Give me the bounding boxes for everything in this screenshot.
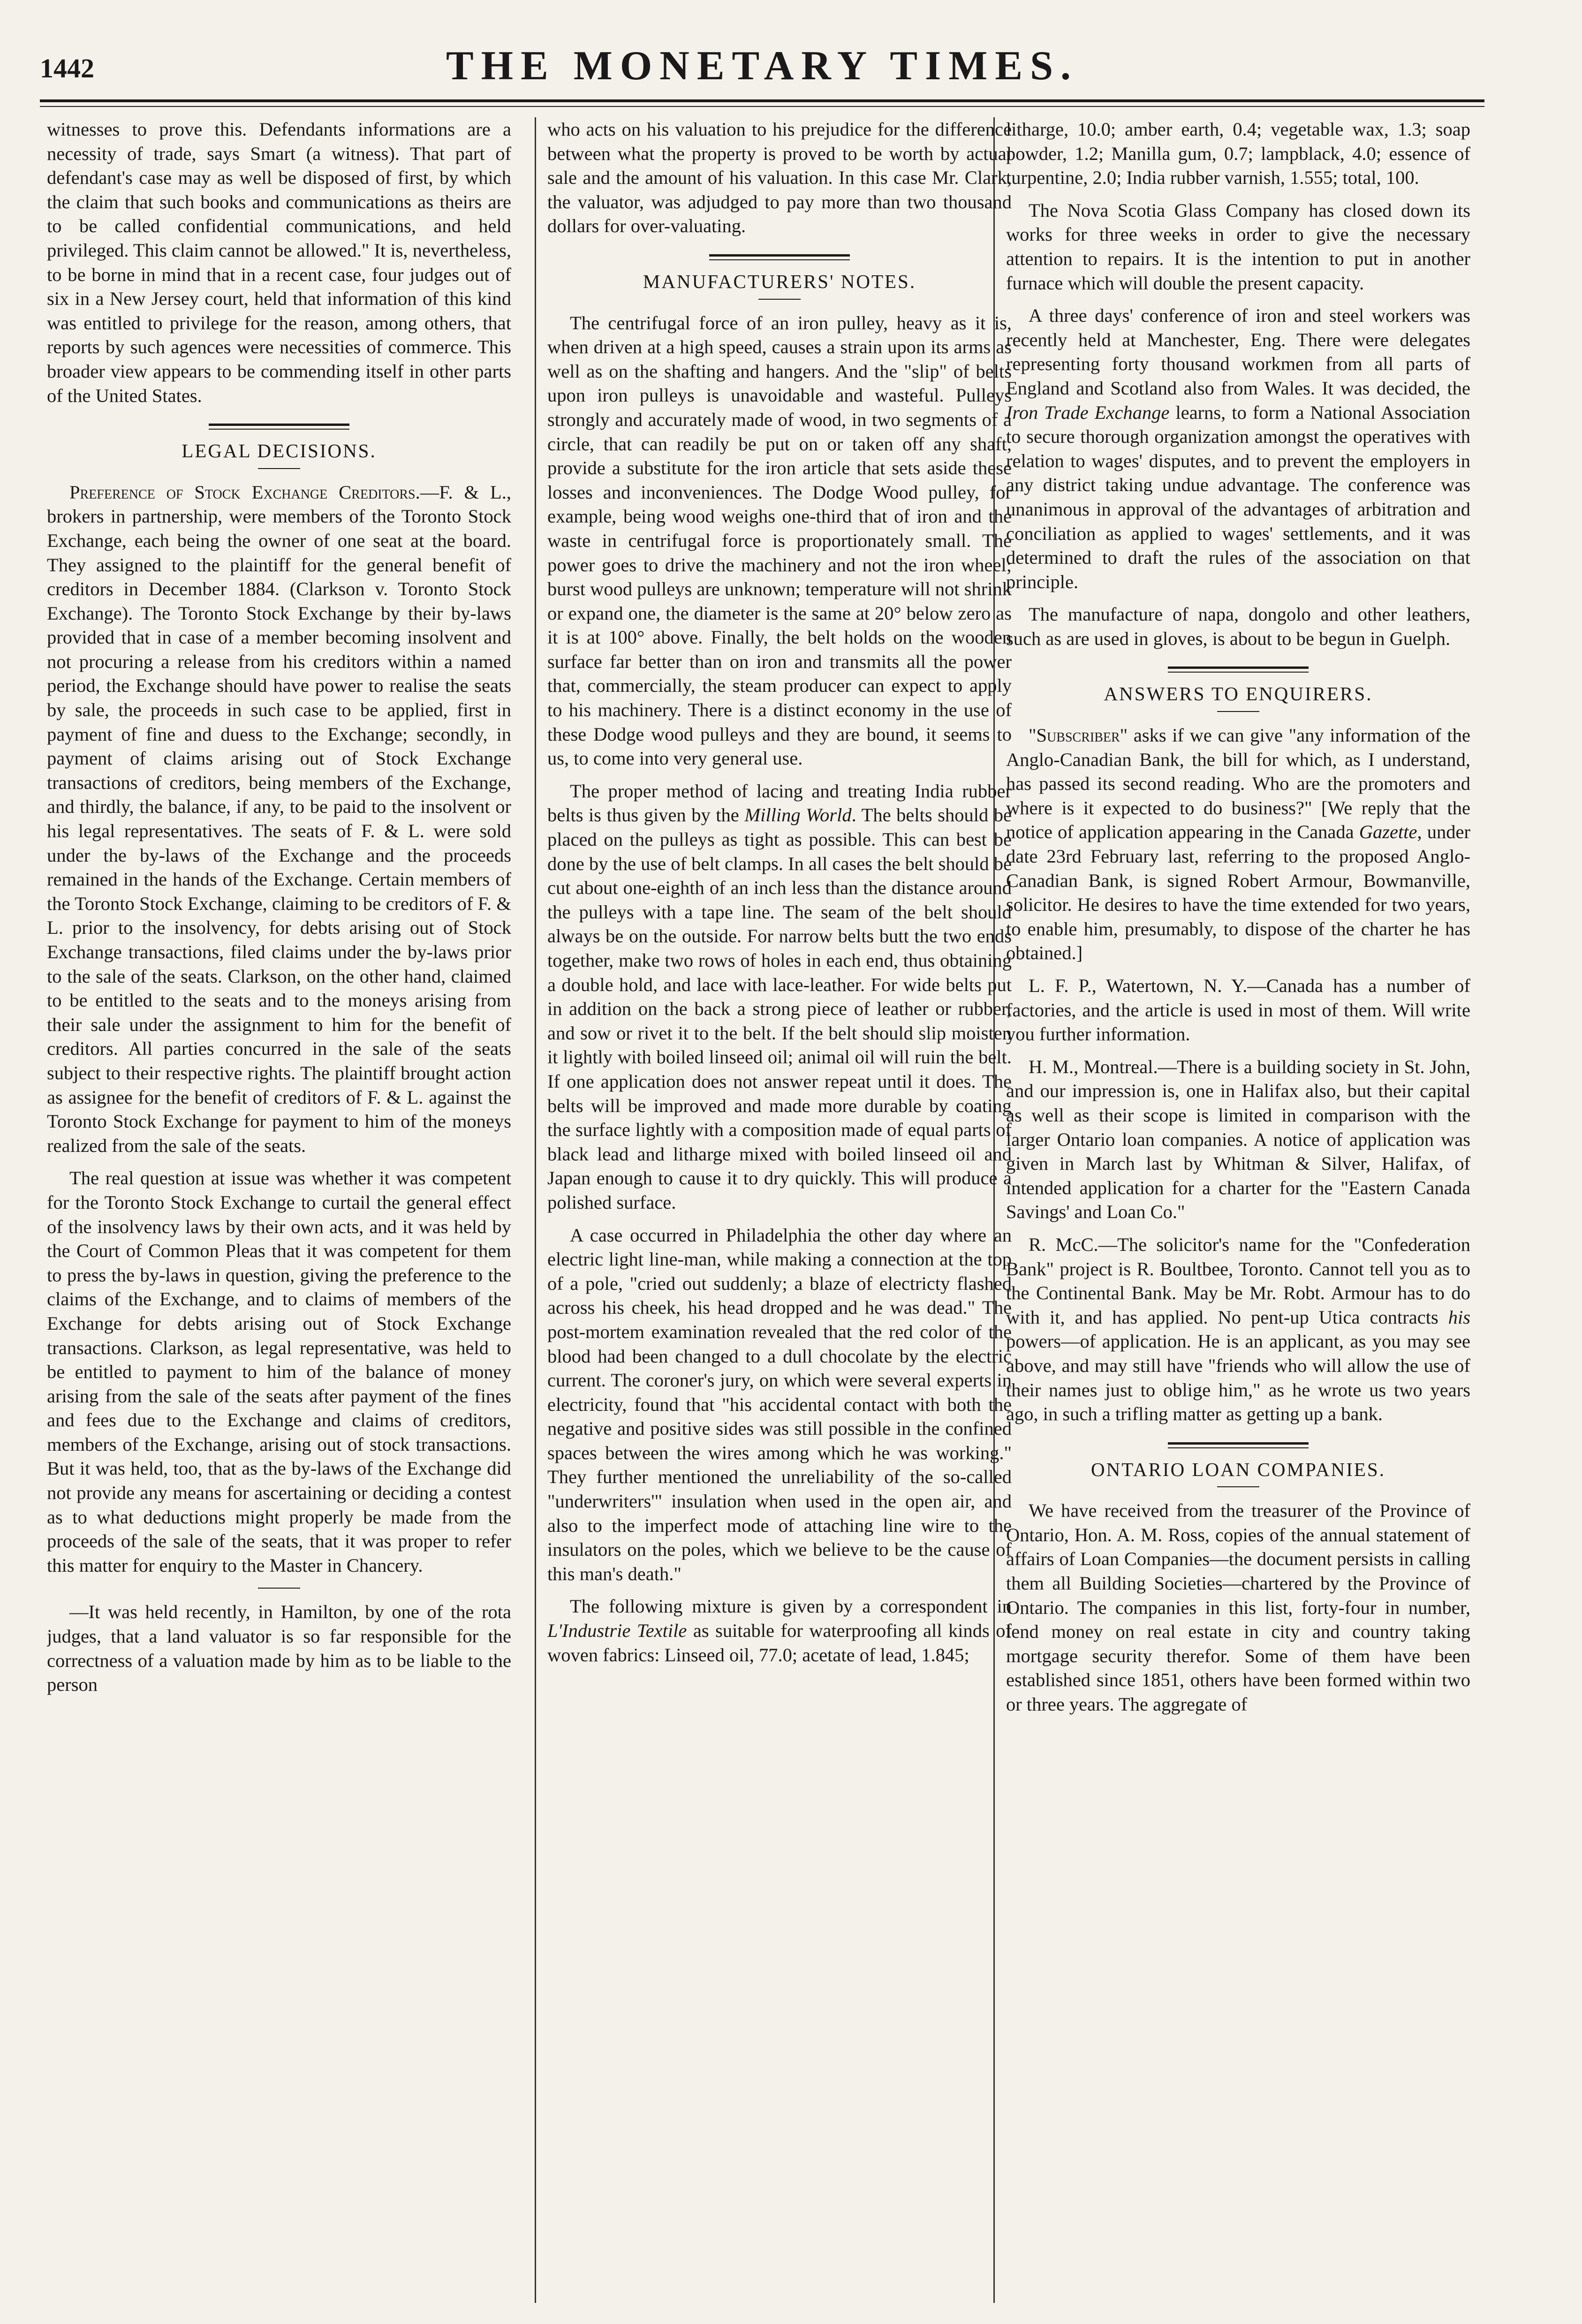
journal-name: Milling World xyxy=(744,804,852,826)
section-heading-answers-to-enquirers: ANSWERS TO ENQUIRERS. xyxy=(1104,683,1373,705)
journal-name: Iron Trade Exchange xyxy=(1006,401,1170,423)
column-divider xyxy=(535,117,536,2303)
section-heading-manufacturers-notes: MANUFACTURERS' NOTES. xyxy=(643,270,916,292)
paragraph-text: A three days' conference of iron and steel workers was recently held at Manchester, Eng. There were delegates representing forty thousand workmen from all parts of England and Scotland also from Wales. It was decided, the xyxy=(1006,305,1470,399)
section-heading-legal-decisions: LEGAL DECISIONS. xyxy=(182,440,377,462)
masthead-rule xyxy=(40,99,1484,107)
paragraph xyxy=(547,779,1012,1215)
paragraph-text: asks if we can give "any information of the Anglo-Canadian Bank, the bill for which, as I understand, has passed its second reading. Who are the promoters and where is it expected to do business?" [We reply that the notice of application appearing in the Canada xyxy=(1006,725,1470,843)
heading-underline xyxy=(758,299,801,300)
journal-name: L'Industrie Textile xyxy=(547,1620,687,1642)
column-2 xyxy=(547,117,1012,2303)
paragraph-lead: "Subscriber" xyxy=(1029,725,1128,746)
section-rule xyxy=(209,424,349,430)
paragraph: The Nova Scotia Glass Company has closed down its works for three weeks in order to give the necessary attention to repairs. It is the intention to put in another furnace which will double the present capacity. xyxy=(1006,199,1470,294)
masthead xyxy=(40,42,1484,98)
column-1 xyxy=(47,117,511,2303)
paragraph-text: —F. & L., brokers in partnership, were members of the Toronto Stock Exchange, each being the owner of one seat at the board. They assigned to the plaintiff for the general benefit of creditors in December 1884. (Clarkson v. Toronto Stock Exchange). The Toronto Stock Exchange by their by-laws provided that in case of a member becoming insolvent and not procuring a release from his creditors within a named period, the Exchange should have power to realise the seats by sale, the proceeds in such case to be applied, first in payment of fine and duess to the Exchange; secondly, in payment of claims arising out of Stock Exchange transactions of creditors, being members of the Exchange, and thirdly, the balance, if any, to be paid to the insolvent or his legal representatives. The seats of F. & L. were sold under the by-laws of the Exchange and the proceeds remained in the hands of the Exchange. Certain members of the Toronto Stock Exchange, claiming to be creditors of F. & L. prior to the insolvency, for debts arising out of Stock Exchange transactions, filed claims under the by-laws prior to the sale of the seats. Clarkson, on the other hand, claimed to be entitled to the seats and to the moneys arising from their sale under the assignment to him for the benefit of creditors. All parties concurred in the sale of the seats subject to their respective rights. The plaintiff brought action as assignee for the benefit of creditors of F. & L. against the Toronto Stock Exchange for payment to him of the moneys realized from the sale of the seats. xyxy=(47,481,511,1156)
paragraph xyxy=(47,480,511,1158)
paragraph xyxy=(547,1594,1012,1667)
paragraph-text: learns, to form a National Association to secure thorough organization amongst the operatives with relation to wages' disputes, and to prevent the employers in any district taking undue advantage. The conference was unanimous in approval of the advantages of arbitration and conciliation as applied to wages' settlements, and it was determined to draft the rules of the association on that principle. xyxy=(1006,401,1470,592)
paragraph-text: The following mixture is given by a correspondent in xyxy=(570,1596,1012,1617)
paragraph-text: powers—of application. He is an applicant, as you may see above, and may still have "friends who will allow the use of their names just to oblige him," as he wrote us two years ago, in such a trifling matter as getting up a bank. xyxy=(1006,1331,1470,1425)
paragraph: H. M., Montreal.—There is a building society in St. John, and our impression is, one in Halifax also, but their capital as well as their scope is limited in comparison with the larger Ontario loan companies. A notice of application was given in March last by Whitman & Silver, Halifax, of intended application for a charter for the "Eastern Canada Savings' and Loan Co." xyxy=(1006,1056,1470,1223)
paragraph: —It was held recently, in Hamilton, by one of the rota judges, that a land valuator is so far responsible for the correctness of a valuation made by him as to be liable to the person xyxy=(47,1601,511,1696)
paragraph: L. F. P., Watertown, N. Y.—Canada has a number of factories, and the article is used in most of them. Will write you further information. xyxy=(1006,975,1470,1045)
paragraph: The centrifugal force of an iron pulley, heavy as it is, when driven at a high speed, causes a strain upon its arms as well as on the shafting and hangers. And the "slip" of belts upon iron pulleys is unavoidable and wasteful. Pulleys strongly and accurately made of wood, in two segments of a circle, that can readily be put on or taken off any shaft, provide a substitute for the iron article that sets aside these losses and inconveniences. The Dodge Wood pulley, for example, being wood weighs one-third that of iron and the waste in centrifugal force is proportionately small. The power goes to drive the machinery and not the iron wheel; burst wood pulleys are unknown; temperature will not shrink or expand one, the diameter is the same at 20° below zero as it is at 100° above. Finally, the belt holds on the wooden surface far better than on iron and transmits all the power that, commercially, the steam producer can expect to apply to his machinery. There is a distinct economy in the use of these Dodge wood pulleys and they are bound, it seems to us, to come into very general use. xyxy=(547,312,1012,769)
paragraph-text: as suitable for waterproofing all kinds of woven fabrics: Linseed oil, 77.0; acetate of lead, 1.845; xyxy=(547,1620,1012,1665)
section-rule xyxy=(1168,666,1309,673)
paragraph-text: , under date 23rd February last, referring to the proposed Anglo-Canadian Bank, is signed Robert Armour, Bowmanville, solicitor. He desires to have the time extended for two years, to enable him, presumably, to dispose of the charter he has obtained.] xyxy=(1006,821,1470,964)
paragraph: The real question at issue was whether it was competent for the Toronto Stock Exchange to curtail the general effect of the insolvency laws by their own acts, and it was held by the Court of Common Pleas that it was competent for them to press the by-laws in question, giving the preference to the claims of the Exchange, and to claims of members of the Exchange for debts arising out of Stock Exchange transactions. Clarkson, as legal representative, was held to be entitled to payment to him of the balance of money arising from the sale of the seats after payment of the fines and fees due to the Exchange and claims of creditors, members of the Exchange, arising out of stock transactions. But it was held, too, that as the by-laws of the Exchange did not provide any means for ascertaining or deciding a contest as to what deductions might properly be made from the proceeds of the sale of the seats, that it was proper to refer this matter for enquiry to the Master in Chancery. xyxy=(47,1167,511,1576)
separator-rule xyxy=(258,1588,300,1589)
paragraph: The manufacture of napa, dongolo and other leathers, such as are used in gloves, is about to be begun in Guelph. xyxy=(1006,604,1470,649)
journal-title: THE MONETARY TIMES. xyxy=(446,43,1079,89)
paragraph xyxy=(1006,303,1470,594)
section-rule xyxy=(709,254,850,260)
section-heading-ontario-loan-companies: ONTARIO LOAN COMPANIES. xyxy=(1091,1458,1385,1480)
paragraph xyxy=(1006,723,1470,965)
page-number: 1442 xyxy=(40,53,94,83)
paragraph: who acts on his valuation to his prejudice for the difference between what the property is proved to be worth by actual sale and the amount of his valuation. In this case Mr. Clark, the valuator, was adjudged to pay more than two thousand dollars for over-valuating. xyxy=(547,119,1012,237)
paragraph-text: The proper method of lacing and treating India rubber belts is thus given by the xyxy=(547,780,1012,826)
section-rule xyxy=(1168,1442,1309,1448)
journal-name: Gazette xyxy=(1359,821,1417,843)
paragraph: We have received from the treasurer of the Province of Ontario, Hon. A. M. Ross, copies of the annual statement of affairs of Loan Companies—the document persists in calling them all Building Societies—chartered by the Province of Ontario. The companies in this list, forty-four in number, lend money on real estate in city and country taking mortgage security therefor. Some of them have been established since 1851, others have been formed within two or three years. The aggregate of xyxy=(1006,1500,1470,1715)
heading-underline xyxy=(1217,711,1259,712)
column-3 xyxy=(1006,117,1470,2303)
paragraph: A case occurred in Philadelphia the other day where an electric light line-man, while making a connection at the top of a pole, "cried out suddenly; a blaze of electricty flashed across his cheek, his head dropped and he was dead." The post-mortem examination revealed that the red color of the blood had been changed to a dull chocolate by the electric current. The coroner's jury, on which were several experts in electricity, found that "his accidental contact with both the negative and positive sides was still possible in the confined spaces between the wires among which he was working." They further mentioned the unreliability of the so-called "underwriters'" insulation when used in the open air, and also to the imperfect mode of attaching line wire to the insulators on the poles, which we believe to be the cause of this man's death." xyxy=(547,1224,1012,1584)
heading-underline xyxy=(1217,1486,1259,1487)
paragraph-lead: Preference of Stock Exchange Creditors. xyxy=(69,481,420,503)
emphasis: his xyxy=(1448,1306,1470,1328)
paragraph: witnesses to prove this. Defendants informations are a necessity of trade, says Smart (a witness). That part of defendant's case may as well be disposed of first, by which the claim that such books and communications as theirs are to be called confidential communications, and held privileged. This claim cannot be allowed." It is, nevertheless, to be borne in mind that in a recent case, four judges out of six in a New Jersey court, held that information of this kind was entitled to privilege for the reason, among others, that reports by such agences were necessities of commerce. This broader view appears to be commending itself in other parts of the United States. xyxy=(47,119,511,406)
paragraph: litharge, 10.0; amber earth, 0.4; vegetable wax, 1.3; soap powder, 1.2; Manilla gum, 0.7; lampblack, 4.0; essence of turpentine, 2.0; India rubber varnish, 1.555; total, 100. xyxy=(1006,119,1470,189)
paragraph-text: R. McC.—The solicitor's name for the "Confederation Bank" project is R. Boultbee, Toronto. Cannot tell you as to the Continental Bank. May be Mr. Robt. Armour has to do with it, and has applied. No pent-up Utica contracts xyxy=(1006,1234,1470,1328)
paragraph xyxy=(1006,1233,1470,1426)
heading-underline xyxy=(258,468,300,469)
paragraph-text: . The belts should be placed on the pulleys as tight as possible. This can best be done by the use of belt clamps. In all cases the belt should be cut about one-eighth of an inch less than the distance around the pulleys with a tape line. The seam of the belt should always be on the outside. For narrow belts butt the two ends together, make two rows of holes in each end, thus obtaining a double hold, and lace with lace-leather. For wide belts put in addition on the back a strong piece of leather or rubber, and sow or rivet it to the belt. If the belt should slip moisten it lightly with boiled linseed oil; animal oil will ruin the belt. If one application does not answer repeat until it does. The belts will be improved and made more durable by coating the surface lightly with a composition made of equal parts of black lead and litharge mixed with boiled linseed oil and Japan enough to cause it to dry quickly. This will produce a polished surface. xyxy=(547,804,1012,1213)
